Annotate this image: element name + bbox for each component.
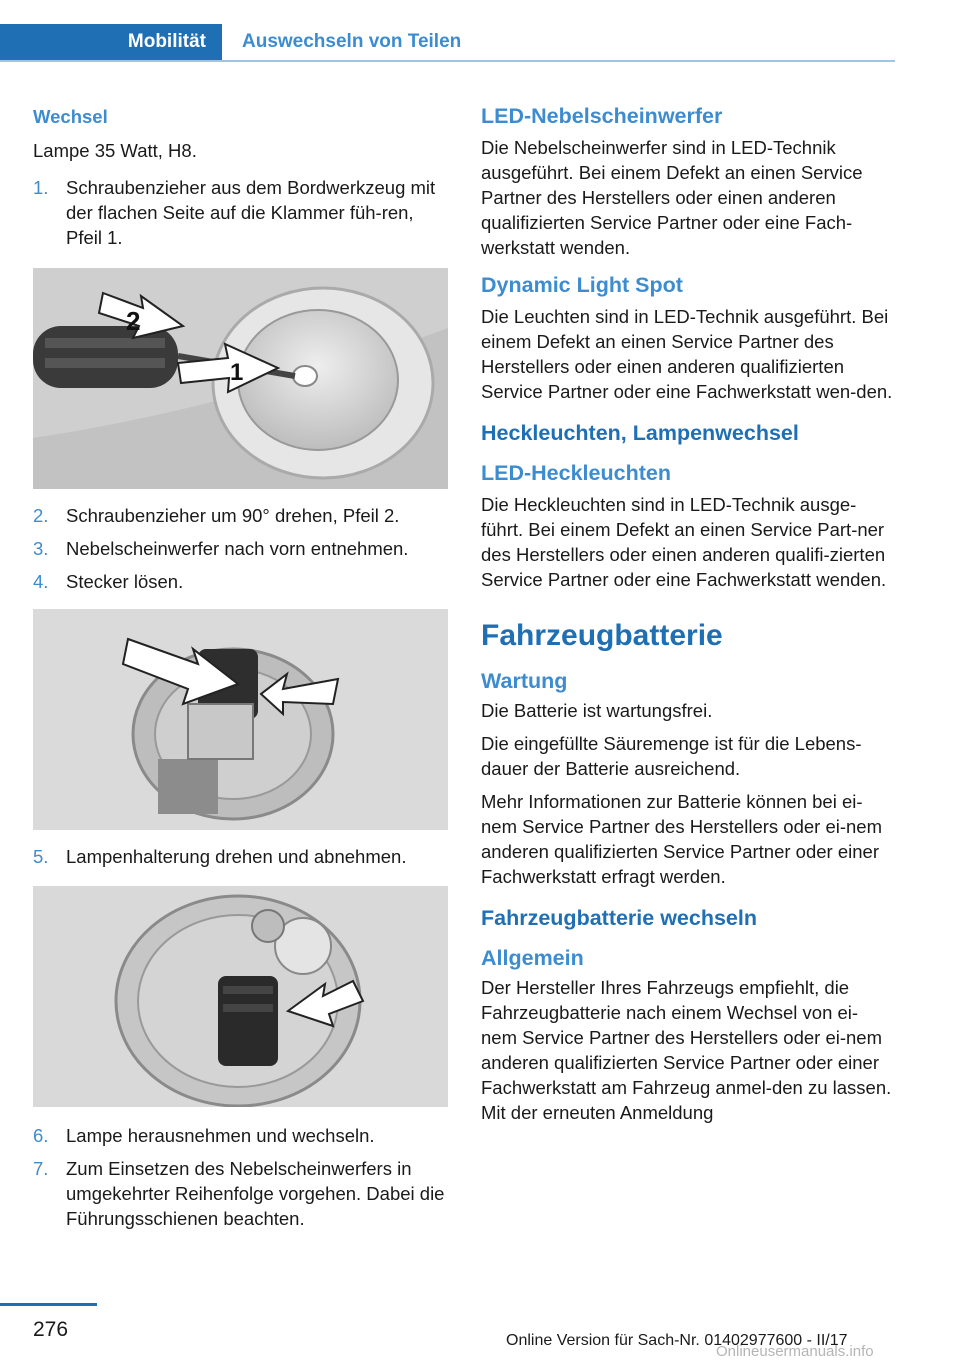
intro-text: Lampe 35 Watt, H8. (33, 140, 197, 161)
heading-heckleuchten: Heckleuchten, Lampenwechsel (481, 421, 799, 445)
step-2 (33, 503, 448, 528)
heading-fahrzeugbatterie: Fahrzeugbatterie (481, 619, 723, 652)
dynamic-light-spot-text: Die Leuchten sind in LED-Technik ausgeführt. Bei einem Defekt an einen Service Partner des Herstellers oder einen anderen qualifizierten Service Partner oder eine Fachwerkstatt wen-den. (481, 306, 893, 402)
page-number: 276 (33, 1318, 69, 1341)
heading-dynamic-light-spot: Dynamic Light Spot (481, 273, 683, 297)
maintenance-text-3: Mehr Informationen zur Batterie können bei ei-nem Service Partner des Herstellers oder ei-nem anderen qualifizierten Service Partner oder einer Fachwerkstatt erfragt werden. (481, 791, 882, 887)
step-text: Schraubenzieher aus dem Bordwerkzeug mit der flachen Seite auf die Klammer füh-ren, Pfeil 1. (66, 177, 436, 248)
tab-auswechseln-von-teilen[interactable]: Auswechseln von Teilen (224, 24, 895, 60)
figure-fog-light-clip (33, 268, 448, 489)
arrow-1-label: 1 (230, 359, 244, 386)
step-number: 4. (33, 571, 49, 592)
step-6 (33, 1123, 448, 1148)
step-number: 1. (33, 177, 49, 198)
step-text: Schraubenzieher um 90° drehen, Pfeil 2. (66, 505, 400, 526)
figure-connector-release (33, 609, 448, 830)
step-number: 5. (33, 846, 49, 867)
step-5 (33, 844, 448, 869)
step-number: 2. (33, 505, 49, 526)
step-number: 3. (33, 538, 49, 559)
step-4 (33, 569, 448, 594)
led-fog-text: Die Nebelscheinwerfer sind in LED-Technik ausgeführt. Bei einem Defekt an einen Service Partner des Herstellers oder einen anderen qualifizierten Service Partner oder eine Fach-werkstatt wenden. (481, 137, 863, 258)
online-version-note: Online Version für Sach-Nr. 01402977600 - II/17 (506, 1332, 848, 1349)
step-number: 6. (33, 1125, 49, 1146)
step-7 (33, 1156, 448, 1231)
step-3 (33, 536, 448, 561)
led-rear-text: Die Heckleuchten sind in LED-Technik ausge-führt. Bei einem Defekt an einen Service Part-ner des Herstellers oder einen anderen qualifi-zierten Service Partner oder eine Fachwerkstatt wenden. (481, 494, 887, 590)
footer-divider (0, 1303, 97, 1306)
heading-allgemein: Allgemein (481, 946, 584, 970)
page-header (0, 0, 895, 62)
step-text: Stecker lösen. (66, 571, 184, 592)
step-text: Zum Einsetzen des Nebelscheinwerfers in umgekehrter Reihenfolge vorgehen. Dabei die Führungsschienen beachten. (66, 1158, 445, 1229)
step-number: 7. (33, 1158, 49, 1179)
step-1 (33, 175, 448, 250)
watermark: Onlineusermanuals.info (716, 1343, 874, 1360)
heading-batterie-wechseln: Fahrzeugbatterie wechseln (481, 906, 757, 930)
step-text: Lampenhalterung drehen und abnehmen. (66, 846, 407, 867)
general-text: Der Hersteller Ihres Fahrzeugs empfiehlt, die Fahrzeugbatterie nach einem Wechsel von ei-nem Service Partner des Herstellers oder ei-nem anderen qualifizierten Service Partner oder einer Fachwerkstatt am Fahrzeug anmel-den zu lassen. Mit der erneuten Anmeldung (481, 977, 892, 1123)
left-column (33, 100, 448, 1231)
right-column (481, 100, 893, 1125)
maintenance-text-2: Die eingefüllte Säuremenge ist für die Lebens-dauer der Batterie ausreichend. (481, 733, 862, 779)
maintenance-text-1: Die Batterie ist wartungsfrei. (481, 700, 713, 721)
tab-mobilitaet[interactable]: Mobilität (0, 24, 222, 60)
arrow-2-label: 2 (126, 306, 141, 336)
heading-wechsel: Wechsel (33, 106, 108, 127)
heading-led-heckleuchten: LED-Heckleuchten (481, 461, 671, 485)
heading-wartung: Wartung (481, 669, 568, 693)
step-text: Nebelscheinwerfer nach vorn entnehmen. (66, 538, 409, 559)
figure-lamp-holder (33, 886, 448, 1107)
step-text: Lampe herausnehmen und wechseln. (66, 1125, 375, 1146)
heading-led-nebelscheinwerfer: LED-Nebelscheinwerfer (481, 104, 723, 128)
header-divider (0, 60, 895, 62)
